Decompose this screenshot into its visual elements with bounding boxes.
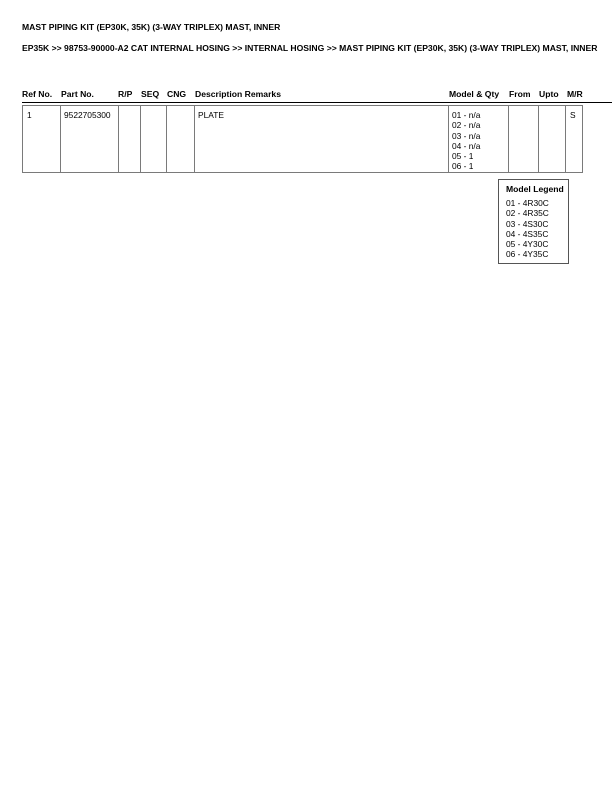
column-divider [194,105,195,173]
header-model-qty: Model & Qty [449,89,500,99]
cell-part-no: 9522705300 [64,110,111,120]
header-from: From [509,89,531,99]
column-divider [448,105,449,173]
cell-ref-no: 1 [27,110,32,120]
header-description: Description Remarks [195,89,281,99]
column-divider [565,105,566,173]
model-qty-item: 05 - 1 [452,151,474,162]
model-qty-item: 03 - n/a [452,130,481,141]
legend-item: 05 - 4Y30C [506,239,549,250]
column-divider [60,105,61,173]
model-qty-item: 04 - n/a [452,140,481,151]
page-title: MAST PIPING KIT (EP30K, 35K) (3-WAY TRIPLEX) MAST, INNER [22,22,281,32]
header-upto: Upto [539,89,559,99]
model-legend-title: Model Legend [506,184,564,194]
column-divider [118,105,119,173]
column-divider [166,105,167,173]
header-ref-no: Ref No. [22,89,53,99]
column-divider [538,105,539,173]
header-cng: CNG [167,89,187,99]
model-qty-item: 02 - n/a [452,120,481,131]
header-seq: SEQ [141,89,160,99]
breadcrumb: EP35K >> 98753-90000-A2 CAT INTERNAL HOSING >> INTERNAL HOSING >> MAST PIPING KIT (EP30K, 35K) (3-WAY TRIPLEX) MAST, INNER [22,43,598,53]
legend-item: 04 - 4S35C [506,228,549,239]
header-divider [22,102,612,103]
header-part-no: Part No. [61,89,94,99]
model-qty-item: 06 - 1 [452,161,474,172]
model-legend-list [506,198,549,260]
cell-description: PLATE [198,110,224,120]
cell-mr: S [570,110,576,120]
legend-item: 01 - 4R30C [506,198,549,208]
header-rp: R/P [118,89,133,99]
column-divider [140,105,141,173]
legend-item: 06 - 4Y35C [506,249,549,260]
model-qty-item: 01 - n/a [452,110,481,120]
cell-model-qty [452,110,480,172]
header-mr: M/R [567,89,583,99]
legend-item: 02 - 4R35C [506,208,549,219]
column-divider [508,105,509,173]
legend-item: 03 - 4S30C [506,218,549,229]
